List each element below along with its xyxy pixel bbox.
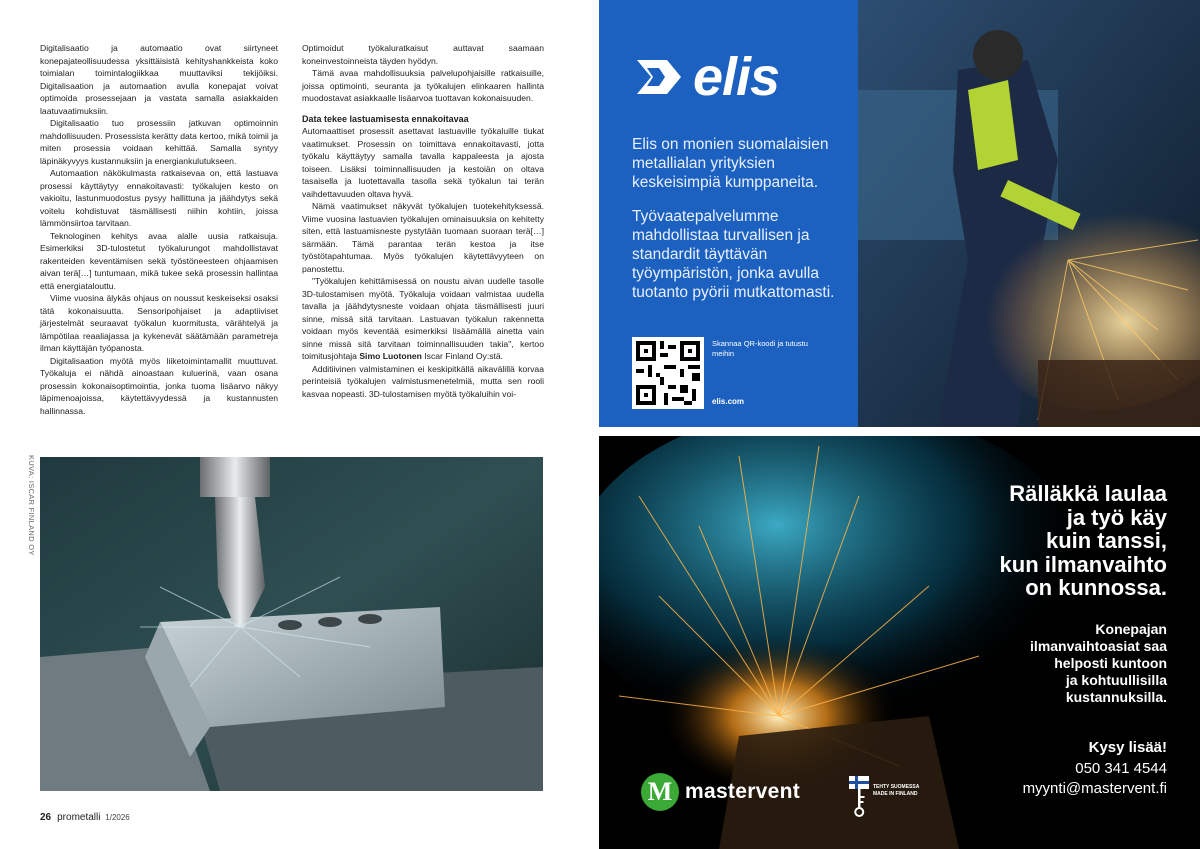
- headline-line: kuin tanssi,: [1045, 528, 1167, 553]
- phone-number[interactable]: 050 341 4544: [1075, 760, 1167, 777]
- made-in-finland-badge: [847, 774, 927, 823]
- mastervent-headline: [1000, 482, 1167, 600]
- headline-line: ja työ käy: [1066, 504, 1167, 530]
- paragraph: Digitalisaatio tuo prosessiin jatkuvan optimoinnin mahdollisuuden. Prosessista kerätty data kertoo, mikä toimii ja miten prosessia voidaan kehittää. Samalla syntyy läpinäkyvyys kustannuksiin ja energiankulutukseen.: [40, 118, 278, 166]
- mastervent-logo-text: mastervent: [685, 780, 801, 803]
- paragraph: Automaattiset prosessit asettavat lastuaville työkaluille tiukat vaatimukset. Prosessin on toimittava ennakoitavasti, jotta työkalu käyttäytyy samalla tavalla kappaleesta ja ajosta toiseen. Lisäksi toiminnallisuuden ja kestoiän on oltava tasaisella ja luotettavalla tasolla sekä työkalun tai terän vaihdettavuuden oltava hyvä.: [302, 126, 544, 199]
- subtext-line: Konepajan: [1095, 621, 1167, 637]
- headline-line: kun ilmanvaihto: [999, 551, 1167, 577]
- paragraph: Viime vuosina älykäs ohjaus on noussut keskeiseksi osaksi tätä kokonaisuutta. Sensoripohjaiset ja adaptiiviset järjestelmät seuraavat työkalun kuormitusta, värähtelyä ja lämpötilaa reaaliajassa ja kykenevät säätämään parametreja ilman käyttäjän työpanosta.: [40, 293, 278, 353]
- person-name: Simo Luotonen: [359, 351, 422, 361]
- subtext-line: kustannuksilla.: [1065, 689, 1167, 705]
- elis-advertisement: [599, 0, 1200, 427]
- mastervent-subtext: [1030, 621, 1167, 706]
- article-column-2: [302, 42, 544, 400]
- elis-url-link[interactable]: elis.com: [712, 397, 745, 406]
- badge-line: TEHTY SUOMESSA: [873, 784, 920, 790]
- elis-blue-panel: [599, 0, 858, 427]
- section-heading: Data tekee lastuamisesta ennakoitavaa: [302, 113, 469, 124]
- paragraph: Optimoidut työkaluratkaisut auttavat saamaan koneinvestoinneista täyden hyödyn.: [302, 43, 544, 66]
- paragraph: Digitalisaatio ja automaatio ovat siirtyneet konepajateollisuudessa yksittäisistä kehityshankkeista koko toimialan toimintalogiikkaa muuttaviksi tekijöiksi. Digitalisaation ja automaation avulla konepajat voivat optimoida prosessejaan ja vastata samalla asiakkaiden laatuvaatimuksiin.: [40, 43, 278, 116]
- subtext-line: ilmanvaihtoasiat saa: [1030, 638, 1167, 654]
- subtext-line: helposti kuntoon: [1054, 655, 1167, 671]
- email-link[interactable]: myynti@mastervent.fi: [1022, 780, 1167, 797]
- elis-intro-text: Elis on monien suomalaisien metallialan yrityksien keskeisimpiä kumppaneita.: [632, 136, 829, 191]
- elis-service-text: Työvaatepalvelumme mahdollistaa turvallisen ja standardit täyttävän työympäristön, jonka avulla tuotanto pyörii mutkattomasti.: [632, 208, 835, 301]
- mastervent-advertisement: [599, 436, 1200, 849]
- mastervent-m-icon: M: [641, 773, 679, 811]
- qr-instruction: Skannaa QR-koodi ja tutustu meihin: [712, 339, 808, 358]
- paragraph: Tämä avaa mahdollisuuksia palvelupohjaisille ratkaisuille, joissa optimointi, seuranta ja työkalujen elinkaaren hallinta muodostavat asiakkaalle lisäarvoa tuottavan kokonaisuuden.: [302, 68, 544, 103]
- mastervent-logo: [641, 773, 800, 811]
- cta-text: Kysy lisää!: [1088, 739, 1167, 756]
- badge-line: MADE IN FINLAND: [873, 790, 918, 797]
- headline-line: on kunnossa.: [1025, 575, 1167, 600]
- page-footer: [40, 812, 130, 823]
- milling-tool-photo: [40, 457, 543, 791]
- paragraph: Automaation näkökulmasta ratkaisevaa on, että lastuava prosessi käyttäytyy ennakoitavasti: työkalujen kesto on vakioitu, lastunmuodostus pysyy hallittuna ja jäähdytys sekä voitelu kohdistuvat täsmällisesti niihin kohtiin, joissa lämmönsiirtoa tarvitaan.: [40, 168, 278, 228]
- quote-text: "Työkalujen kehittämisessä on noustu aivan uudelle tasolle 3D-tulostamisen myötä. Työkaluja voidaan valmistaa uudella tavalla ja jäähdytysneste voidaan ohjata täsmällisesti juuri sinne, missä sitä tarvitaan. Lastuavan työkalun rakennetta voidaan myös keventää esimerkiksi lisäämällä ainetta vain sinne missä sitä tarvitaan toiminnallisuuden takia", kertoo toimitusjohtaja: [302, 276, 544, 361]
- paragraph: Digitalisaation myötä myös liiketoimintamallit muuttuvat. Työkaluja ei nähdä ainoastaan kuluerinä, vaan osana prosessin kokonaisoptimointia, jonka tuoma lisäarvo näkyy läpimenoajoissa, käytettävyydessä ja kustannusten hallinnassa.: [40, 355, 278, 416]
- quote-source: Iscar Finland Oy:stä.: [421, 351, 504, 361]
- elis-logo-text: elis: [693, 47, 780, 107]
- elis-wing-icon: [637, 54, 689, 100]
- paragraph: Teknologinen kehitys avaa alalle uusia ratkaisuja. Esimerkiksi 3D-tulostetut työkalurungot mahdollistavat rakenteiden keventämisen sekä työstöneesteen ohjaamisen aivan terä[…] tuntumaan, mikä tukee sekä prosessin hallintaa että energiatalouttu.: [40, 230, 278, 291]
- paragraph: Nämä vaatimukset näkyvät työkalujen tuotekehityksessä. Viime vuosina lastuavien työkalujen ominaisuuksia on kehitetty siten, että lastuamisneste pystytään tuomaan suoraan terä[…] särmään. Tämä parantaa terän kestoa ja itse työstötapahtumaa. Myös työkalujen käytettävyyteen on panostettu.: [302, 201, 544, 274]
- article-column-1: [40, 42, 278, 417]
- elis-logo: [637, 47, 780, 107]
- photo-credit: KUVA: ISCAR FINLAND OY: [27, 455, 36, 556]
- subtext-line: ja kohtuullisilla: [1065, 672, 1167, 688]
- paragraph: Additiivinen valmistaminen ei keskipitkällä aikavälillä korvaa perinteisiä työkalujen valmistusmenetelmiä, mutta sen rooli kasvaa nopeasti. 3D-tulostamisen myötä työkaluihin voi-: [302, 363, 544, 399]
- quote-paragraph: [302, 275, 544, 363]
- issue-number: 1/2026: [105, 813, 130, 822]
- headline-line: Rälläkkä laulaa: [1009, 481, 1167, 506]
- page-number: 26: [40, 812, 52, 823]
- qr-code[interactable]: [632, 337, 704, 409]
- key-flag-icon: [847, 774, 871, 818]
- magazine-name: prometalli: [57, 812, 101, 823]
- grinding-worker-photo: [858, 0, 1200, 427]
